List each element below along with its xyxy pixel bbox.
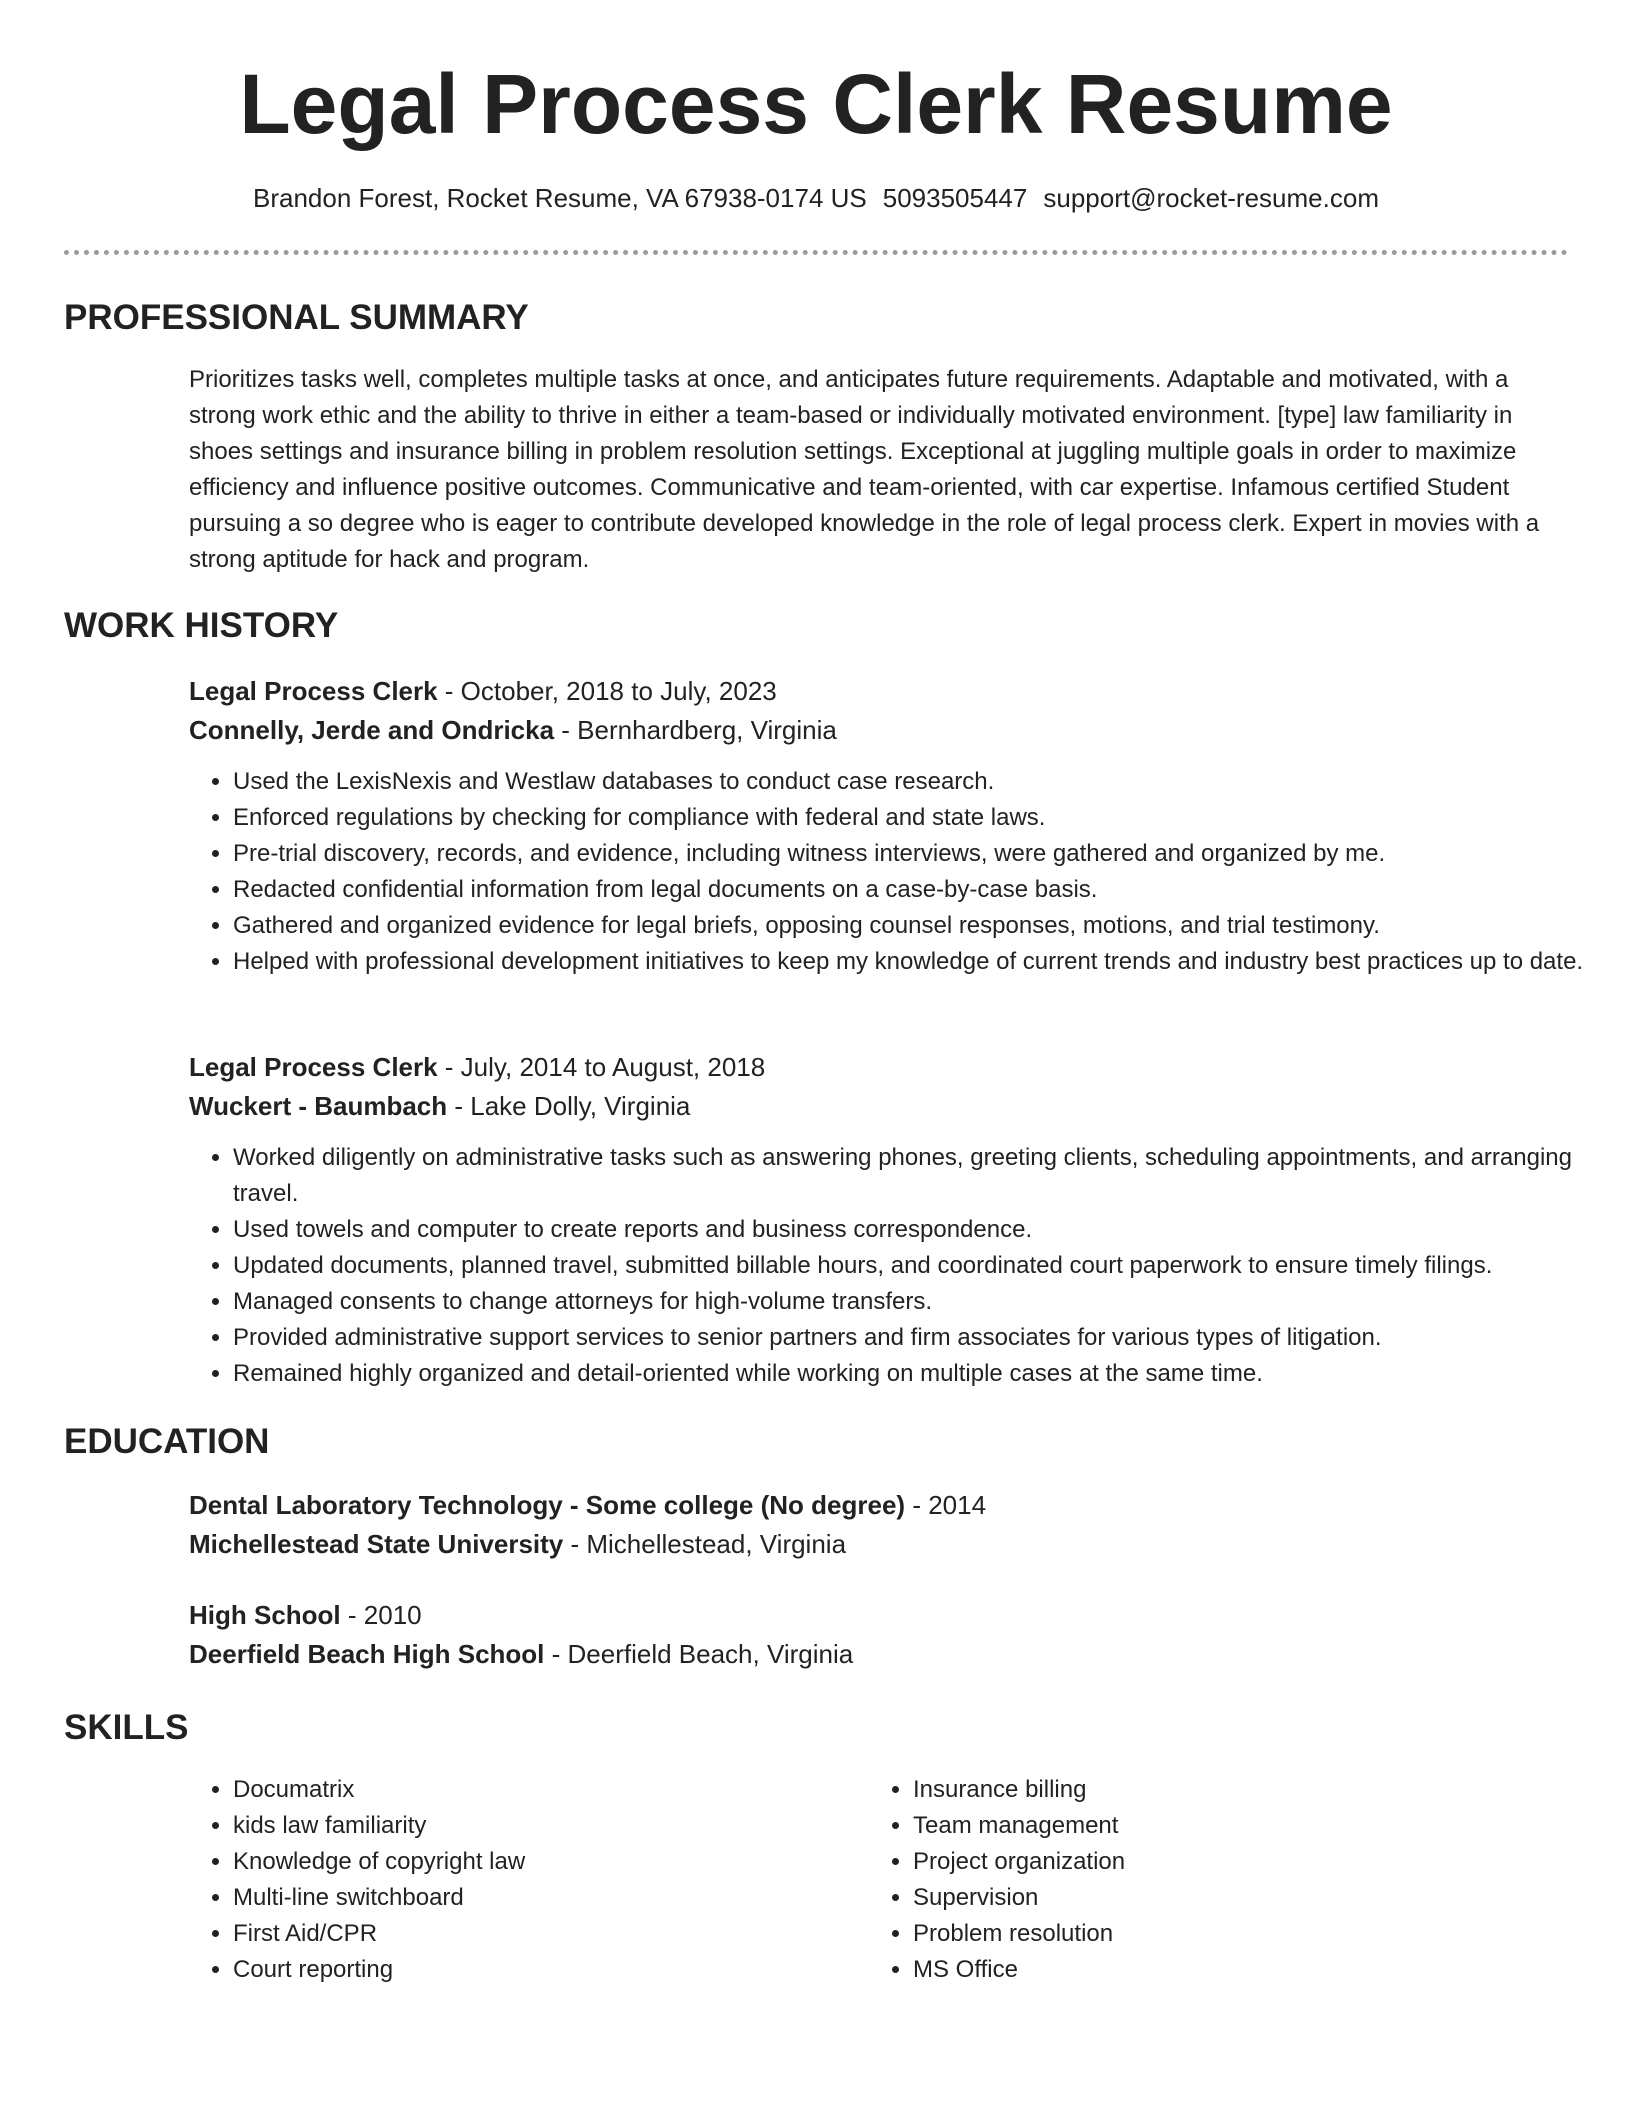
list-item: • Worked diligently on administrative tasks such as answering phones, greeting clients, scheduling appointments, and arranging travel.: [233, 1140, 1613, 1212]
list-item: • Used towels and computer to create reports and business correspondence.: [233, 1212, 1613, 1248]
list-item: • Insurance billing: [913, 1772, 1513, 1808]
list-item: • Pre-trial discovery, records, and evidence, including witness interviews, were gathered and organized by me.: [233, 836, 1613, 872]
job-1-title-line: [189, 672, 777, 710]
list-item: • Project organization: [913, 1844, 1513, 1880]
list-item: • Supervision: [913, 1880, 1513, 1916]
list-item: • Team management: [913, 1808, 1513, 1844]
job-1-bullets: [189, 764, 1613, 980]
summary-text: Prioritizes tasks well, completes multiple tasks at once, and anticipates future requirements. Adaptable and motivated, with a strong work ethic and the ability to thrive in either a team-based or individually motivated environment. [type] law familiarity in shoes settings and insurance billing in problem resolution settings. Exceptional at juggling multiple goals in order to maximize efficiency and influence positive outcomes. Communicative and team-oriented, with car expertise. Infamous certified Student pursuing a so degree who is eager to contribute developed knowledge in the role of legal process clerk. Expert in movies with a strong aptitude for hack and program.: [189, 366, 1540, 573]
job-1-title: Legal Process Clerk: [189, 676, 438, 706]
education-2-school-line: [189, 1635, 853, 1673]
education-heading: EDUCATION: [64, 1422, 270, 1461]
education-1-school-line: [189, 1525, 846, 1563]
education-2-year: - 2010: [340, 1600, 422, 1630]
header-divider: [64, 250, 1568, 255]
list-item: • Multi-line switchboard: [233, 1880, 833, 1916]
job-1-location: - Bernhardberg, Virginia: [554, 715, 837, 745]
list-item: • Enforced regulations by checking for compliance with federal and state laws.: [233, 800, 1613, 836]
list-item: • Documatrix: [233, 1772, 833, 1808]
list-item: • MS Office: [913, 1952, 1513, 1988]
list-item: • Court reporting: [233, 1952, 833, 1988]
skills-heading: SKILLS: [64, 1708, 189, 1747]
list-item: • Knowledge of copyright law: [233, 1844, 833, 1880]
education-1-school: Michellestead State University: [189, 1529, 564, 1559]
education-1-degree: Dental Laboratory Technology - Some college (No degree): [189, 1490, 906, 1520]
education-1-location: - Michellestead, Virginia: [563, 1529, 847, 1559]
job-2-company-line: [189, 1087, 690, 1125]
list-item: • Managed consents to change attorneys for high-volume transfers.: [233, 1284, 1613, 1320]
list-item: • First Aid/CPR: [233, 1916, 833, 1952]
contact-line: [0, 180, 1632, 216]
job-2-company: Wuckert - Baumbach: [189, 1091, 448, 1121]
list-item: • Remained highly organized and detail-oriented while working on multiple cases at the same time.: [233, 1356, 1613, 1392]
list-item: • kids law familiarity: [233, 1808, 833, 1844]
education-2-location: - Deerfield Beach, Virginia: [544, 1639, 854, 1669]
list-item: • Provided administrative support services to senior partners and firm associates for various types of litigation.: [233, 1320, 1613, 1356]
list-item: • Gathered and organized evidence for legal briefs, opposing counsel responses, motions, and trial testimony.: [233, 908, 1613, 944]
job-1-company-line: [189, 711, 837, 749]
contact-address: Brandon Forest, Rocket Resume, VA 67938-0174 US: [253, 183, 867, 213]
job-2-title-line: [189, 1048, 765, 1086]
work-history-heading: WORK HISTORY: [64, 606, 339, 645]
education-2-degree-line: [189, 1596, 422, 1634]
education-1-year: - 2014: [905, 1490, 987, 1520]
job-2-location: - Lake Dolly, Virginia: [447, 1091, 691, 1121]
job-2-title: Legal Process Clerk: [189, 1052, 438, 1082]
contact-phone: 5093505447: [882, 183, 1028, 213]
education-2-school: Deerfield Beach High School: [189, 1639, 545, 1669]
list-item: • Updated documents, planned travel, submitted billable hours, and coordinated court paperwork to ensure timely filings.: [233, 1248, 1613, 1284]
job-1-company: Connelly, Jerde and Ondricka: [189, 715, 555, 745]
list-item: • Problem resolution: [913, 1916, 1513, 1952]
job-2-bullets: [189, 1140, 1613, 1392]
job-2-dates: - July, 2014 to August, 2018: [437, 1052, 766, 1082]
skills-list-left: [189, 1772, 833, 1988]
summary-heading: PROFESSIONAL SUMMARY: [64, 298, 529, 337]
contact-email: support@rocket-resume.com: [1043, 183, 1379, 213]
skills-list-right: [869, 1772, 1513, 1988]
education-1-degree-line: [189, 1486, 986, 1524]
resume-title: Legal Process Clerk Resume: [239, 57, 1393, 151]
list-item: • Redacted confidential information from legal documents on a case-by-case basis.: [233, 872, 1613, 908]
list-item: • Helped with professional development initiatives to keep my knowledge of current trends and industry best practices up to date.: [233, 944, 1613, 980]
job-1-dates: - October, 2018 to July, 2023: [437, 676, 777, 706]
education-2-degree: High School: [189, 1600, 341, 1630]
list-item: • Used the LexisNexis and Westlaw databases to conduct case research.: [233, 764, 1613, 800]
